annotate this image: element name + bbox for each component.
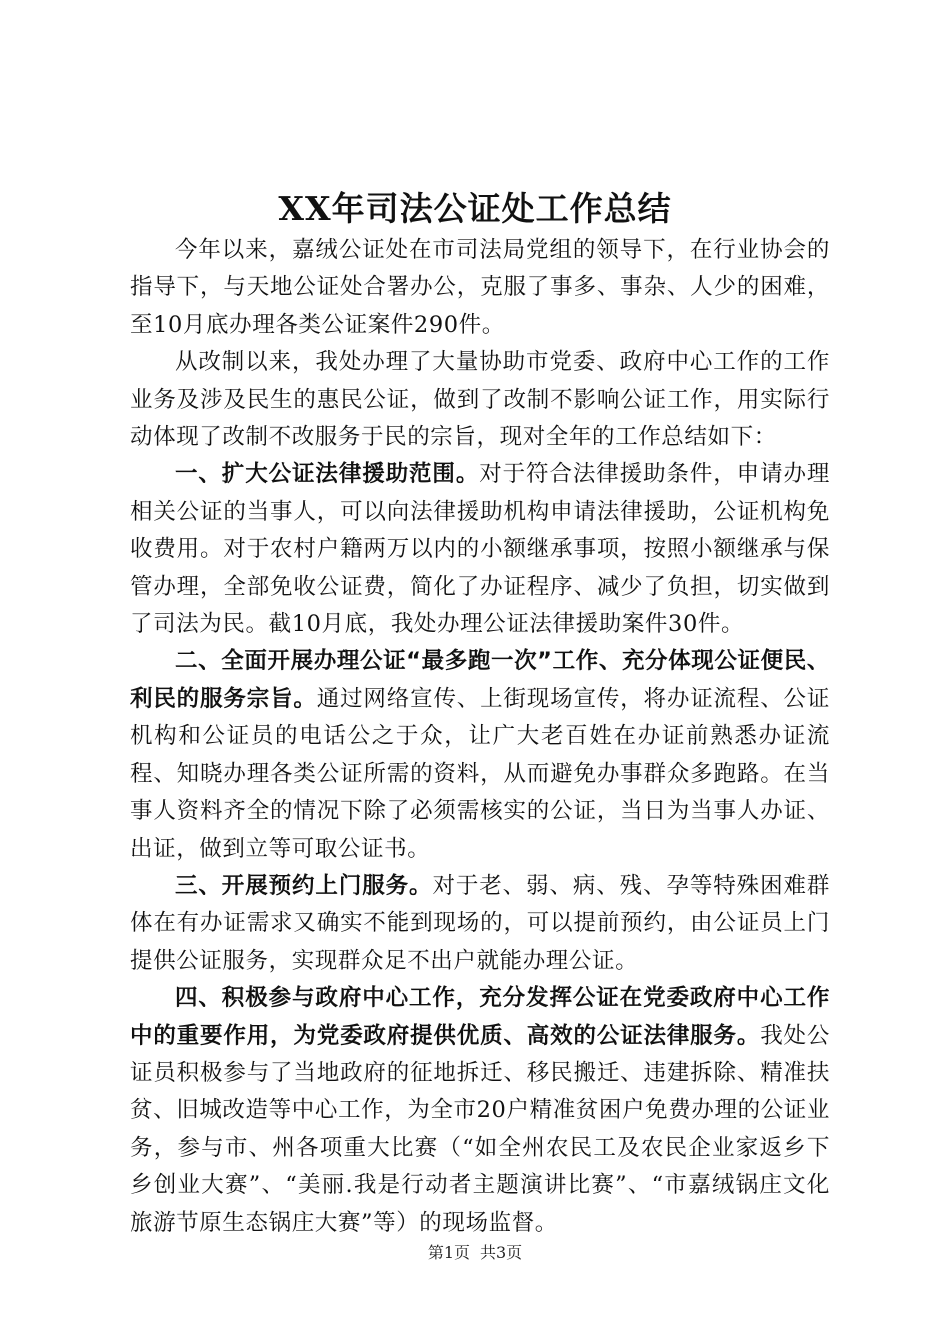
- paragraph-text: 对于符合法律援助条件，申请办理相关公证的当事人，可以向法律援助机构申请法律援助，公证机构免收费用。对于农村户籍两万以内的小额继承事项，按照小额继承与保管办理，全部免收公证费，简化了办证程序、减少了负担，切实做到了司法为民。截10月底，我处办理公证法律援助案件30件。: [130, 461, 830, 638]
- paragraph-section-3: [130, 868, 830, 980]
- page-number: 第1页: [427, 1243, 470, 1262]
- paragraph-text: 我处公证员积极参与了当地政府的征地拆迁、移民搬迁、违建拆除、精准扶贫、旧城改造等中心工作，为全市20户精准贫困户免费办理的公证业务，参与市、州各项重大比赛（“如全州农民工及农民企业家返乡下乡创业大赛”、“美丽.我是行动者主题演讲比赛”、“市嘉绒锅庄文化旅游节原生态锅庄大赛”等）的现场监督。: [130, 1022, 831, 1236]
- paragraph-text: 今年以来，嘉绒公证处在市司法局党组的领导下，在行业协会的指导下，与天地公证处合署办公，克服了事多、事杂、人少的困难，至10月底办理各类公证案件290件。: [130, 237, 830, 338]
- paragraph-section-1: [130, 456, 830, 643]
- paragraph-intro: [130, 232, 830, 344]
- page-footer: [0, 1241, 950, 1265]
- section-heading: 二、全面开展办理公证“最多跑一次”工作、充分体现公证便民、利民的服务宗旨。: [130, 648, 830, 712]
- paragraph-section-2: [130, 643, 830, 867]
- page-total: 共3页: [480, 1243, 523, 1262]
- paragraph-section-4: [130, 980, 830, 1242]
- document-title: XX年司法公证处工作总结: [278, 189, 672, 228]
- section-heading: 一、扩大公证法律援助范围。: [175, 461, 480, 488]
- section-heading: 四、积极参与政府中心工作，充分发挥公证在党委政府中心工作中的重要作用，为党委政府提供优质、高效的公证法律服务。: [130, 985, 830, 1049]
- document-body: [130, 232, 830, 1242]
- paragraph-text: 对于老、弱、病、残、孕等特殊困难群体在有办证需求又确实不能到现场的，可以提前预约，由公证员上门提供公证服务，实现群众足不出户就能办理公证。: [130, 872, 830, 974]
- section-heading: 三、开展预约上门服务。: [175, 872, 433, 899]
- paragraph-overview: [130, 344, 830, 456]
- paragraph-text: 通过网络宣传、上街现场宣传，将办证流程、公证机构和公证员的电话公之于众，让广大老百姓在办证前熟悉办证流程、知晓办理各类公证所需的资料，从而避免办事群众多跑路。在当事人资料齐全的情况下除了必须需核实的公证，当日为当事人办证、出证，做到立等可取公证书。: [130, 685, 830, 862]
- paragraph-text: 从改制以来，我处办理了大量协助市党委、政府中心工作的工作业务及涉及民生的惠民公证，做到了改制不影响公证工作，用实际行动体现了改制不改服务于民的宗旨，现对全年的工作总结如下：: [130, 349, 830, 451]
